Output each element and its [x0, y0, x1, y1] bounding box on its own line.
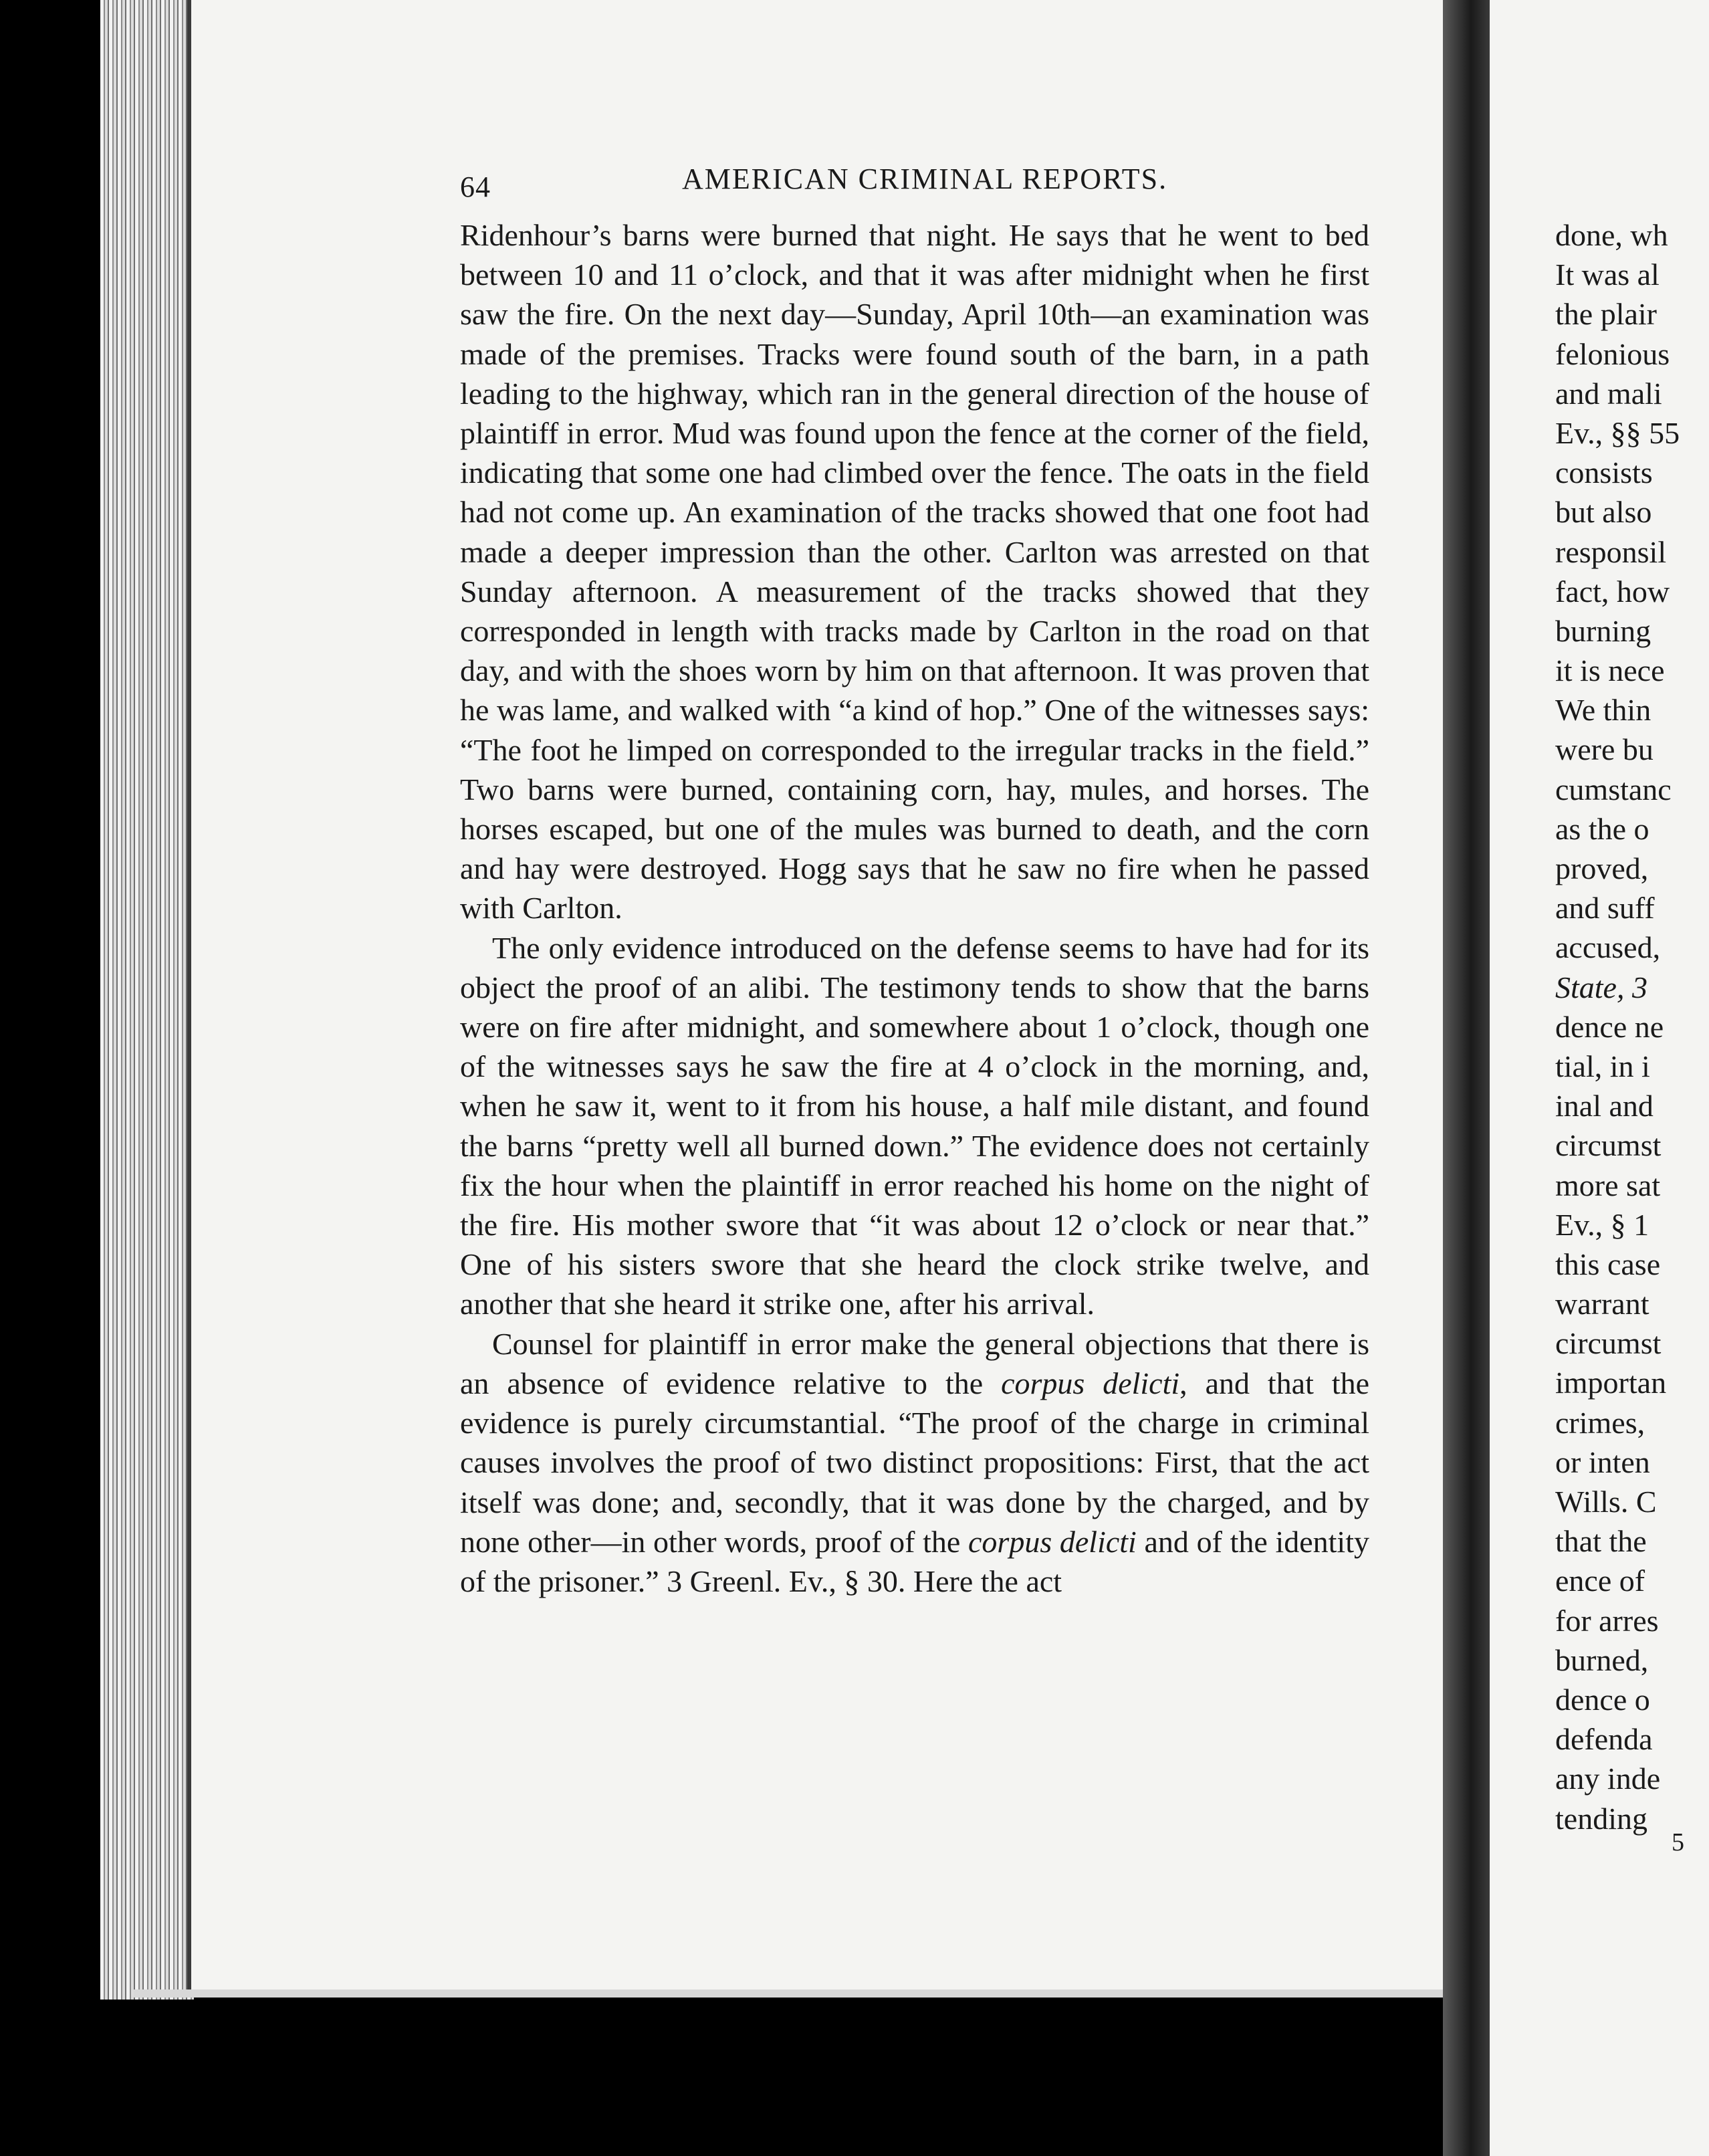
- right-page-line: it is nece: [1555, 653, 1665, 688]
- right-page-line: fact, how: [1555, 574, 1670, 609]
- right-page-line: defenda: [1555, 1722, 1653, 1757]
- book-gutter: [1443, 0, 1490, 2156]
- right-page-line: crimes,: [1555, 1405, 1645, 1440]
- right-page-line: burning: [1555, 613, 1651, 648]
- right-page-line: and suff: [1555, 891, 1655, 926]
- left-page-text-block: [460, 162, 1369, 1601]
- paragraph-3-text-1: Counsel for plaintiff in error make the general objections that there is an absence of evidence relative to the: [460, 1326, 1369, 1400]
- right-page-text-fragments: [1555, 215, 1709, 1838]
- italic-term-corpus-delicti: corpus delicti: [1001, 1366, 1180, 1400]
- paragraph-3: [460, 1324, 1369, 1601]
- page-number: 64: [460, 171, 491, 203]
- right-page-line: dence ne: [1555, 1009, 1664, 1044]
- right-page-line: tending: [1555, 1801, 1647, 1836]
- running-head-title: AMERICAN CRIMINAL REPORTS.: [682, 163, 1168, 195]
- right-page-line: It was al: [1555, 257, 1660, 292]
- paragraph-3-text-2: , and that the evidence is purely circumstantial. “The proof of the charge in criminal causes involves the proof of two distinct propositions: First, that the act itself was done; and, secondly, that it was done by the charged, and by none other—in other words, proof of the: [460, 1366, 1369, 1559]
- signature-mark: 5: [1672, 1828, 1684, 1856]
- right-page-line: and mali: [1555, 376, 1662, 411]
- right-page-line: for arres: [1555, 1603, 1659, 1638]
- right-page-line: Ev., §§ 55: [1555, 415, 1680, 450]
- paragraph-3-text-3: and of the identity of the prisoner.” 3 Greenl. Ev., § 30. Here the act: [460, 1524, 1369, 1598]
- right-page-line: circumst: [1555, 1128, 1662, 1163]
- right-page-line: inal and: [1555, 1089, 1654, 1123]
- body-text: [460, 215, 1369, 1601]
- right-page-line: Wills. C: [1555, 1485, 1657, 1519]
- right-page-line: the plair: [1555, 297, 1657, 332]
- right-page-line: accused,: [1555, 930, 1661, 965]
- right-page-line: more sat: [1555, 1168, 1661, 1202]
- right-page-line: Ev., § 1: [1555, 1207, 1649, 1242]
- right-page-line: consists: [1555, 455, 1653, 490]
- right-page-line: State, 3: [1555, 970, 1647, 1004]
- book-fore-edge: [100, 0, 194, 2000]
- right-page-line: warrant: [1555, 1287, 1649, 1321]
- right-page-line: were bu: [1555, 732, 1654, 767]
- right-page-line: any inde: [1555, 1761, 1661, 1796]
- right-page-line: this case: [1555, 1247, 1661, 1281]
- right-page-line: circumst: [1555, 1326, 1662, 1361]
- right-page-line: dence o: [1555, 1682, 1650, 1717]
- right-page-line: cumstanc: [1555, 772, 1672, 806]
- right-page-line: ence of: [1555, 1564, 1645, 1598]
- right-page-line: We thin: [1555, 693, 1651, 728]
- right-page-line: felonious: [1555, 336, 1670, 371]
- right-page-line: or inten: [1555, 1444, 1650, 1479]
- right-page-line: responsil: [1555, 534, 1667, 569]
- right-page-line: burned,: [1555, 1642, 1649, 1677]
- right-page-line: but also: [1555, 495, 1652, 530]
- scan-background: [0, 2040, 1443, 2156]
- running-head: [460, 162, 1369, 215]
- right-page-line: importan: [1555, 1366, 1667, 1400]
- italic-term-corpus-delicti: corpus delicti: [968, 1524, 1137, 1559]
- page-bottom-edge: [134, 1989, 1444, 1998]
- right-page-line: proved,: [1555, 851, 1649, 885]
- right-page-line: done, wh: [1555, 218, 1668, 252]
- paragraph-2: The only evidence introduced on the defense seems to have had for its object the proof of an alibi. The testimony tends to show that the barns were on fire after midnight, and somewhere about 1 o’clock, though one of the witnesses says he saw the fire at 4 o’clock in the morning, and, when he saw it, went to it from his house, a half mile distant, and found the barns “pretty well all burned down.” The evidence does not certainly fix the hour when the plaintiff in error reached his home on the night of the fire. His mother swore that “it was about 12 o’clock or near that.” One of his sisters swore that she heard the clock strike twelve, and another that she heard it strike one, after his arrival.: [460, 930, 1369, 1321]
- right-page-line: as the o: [1555, 811, 1649, 846]
- right-page-line: that the: [1555, 1524, 1647, 1559]
- right-page-line: tial, in i: [1555, 1049, 1650, 1083]
- paragraph-1: Ridenhour’s barns were burned that night. He says that he went to bed between 10 and 11 o’clock, and that it was after midnight when he first saw the fire. On the next day—Sunday, April 10th—an examination was made of the premises. Tracks were found south of the barn, in a path leading to the highway, which ran in the general direction of the house of plaintiff in error. Mud was found upon the fence at the corner of the field, indicating that some one had climbed over the fence. The oats in the field had not come up. An examination of the tracks showed that one foot had made a deeper impression than the other. Carlton was arrested on that Sunday afternoon. A measurement of the tracks showed that they corresponded in length with tracks made by Carlton in the road on that day, and with the shoes worn by him on that afternoon. It was proven that he was lame, and walked with “a kind of hop.” One of the witnesses says: “The foot he limped on corresponded to the irregular tracks in the field.” Two barns were burned, containing corn, hay, mules, and horses. The horses escaped, but one of the mules was burned to death, and the corn and hay were destroyed. Hogg says that he saw no fire when he passed with Carlton.: [460, 218, 1369, 926]
